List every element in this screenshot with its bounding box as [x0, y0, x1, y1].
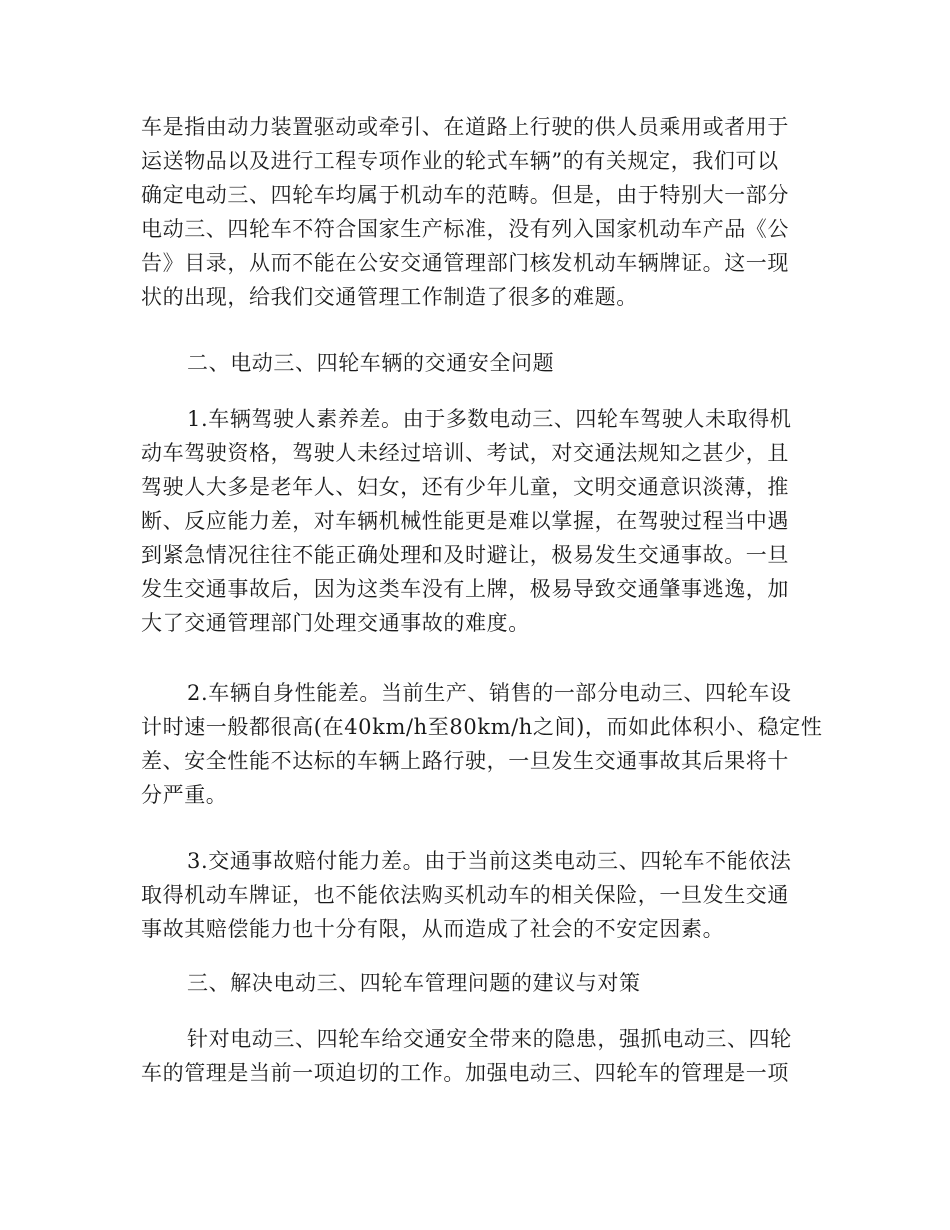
- text-line: 断、反应能力差，对车辆机械性能更是难以掌握，在驾驶过程当中遇: [141, 509, 789, 533]
- text-line: 分严重。: [141, 783, 228, 807]
- text-line: 告》目录，从而不能在公安交通管理部门核发机动车辆牌证。这一现: [141, 251, 789, 275]
- text-line: 1.车辆驾驶人素养差。由于多数电动三、四轮车驾驶人未取得机: [187, 407, 792, 431]
- paragraph-point-2: [141, 676, 821, 812]
- paragraph-point-1: [141, 402, 821, 640]
- text-line: 差、安全性能不达标的车辆上路行驶，一旦发生交通事故其后果将十: [141, 749, 789, 773]
- paragraph-last: [141, 1022, 821, 1090]
- heading-text: 三、解决电动三、四轮车管理问题的建议与对策: [187, 971, 641, 995]
- text-line: 动车驾驶资格，驾驶人未经过培训、考试，对交通法规知之甚少，且: [141, 441, 789, 465]
- heading-text: 二、电动三、四轮车辆的交通安全问题: [187, 351, 555, 375]
- text-line: 车的管理是当前一项迫切的工作。加强电动三、四轮车的管理是一项: [141, 1061, 789, 1085]
- text-line: 运送物品以及进行工程专项作业的轮式车辆”的有关规定，我们可以: [141, 149, 779, 173]
- text-line: 驾驶人大多是老年人、妇女，还有少年儿童，文明交通意识淡薄，推: [141, 475, 789, 499]
- paragraph-intro: [141, 110, 821, 314]
- text-line: 车是指由动力装置驱动或牵引、在道路上行驶的供人员乘用或者用于: [141, 115, 789, 139]
- text-line: 电动三、四轮车不符合国家生产标准，没有列入国家机动车产品《公: [141, 217, 789, 241]
- section-heading-2: [141, 346, 821, 380]
- text-line: 计时速一般都很高(在40km/h至80km/h之间)，而如此体积小、稳定性: [141, 715, 823, 739]
- text-line: 大了交通管理部门处理交通事故的难度。: [141, 611, 530, 635]
- text-line: 针对电动三、四轮车给交通安全带来的隐患，强抓电动三、四轮: [187, 1027, 792, 1051]
- text-line: 3.交通事故赔付能力差。由于当前这类电动三、四轮车不能依法: [187, 849, 792, 873]
- text-line: 确定电动三、四轮车均属于机动车的范畴。但是，由于特别大一部分: [141, 183, 789, 207]
- text-line: 发生交通事故后，因为这类车没有上牌，极易导致交通肇事逃逸，加: [141, 577, 789, 601]
- paragraph-point-3: [141, 844, 821, 946]
- section-heading-3: [141, 966, 821, 1000]
- text-line: 状的出现，给我们交通管理工作制造了很多的难题。: [141, 285, 638, 309]
- text-line: 到紧急情况往往不能正确处理和及时避让，极易发生交通事故。一旦: [141, 543, 789, 567]
- text-line: 2.车辆自身性能差。当前生产、销售的一部分电动三、四轮车设: [187, 681, 792, 705]
- text-line: 取得机动车牌证，也不能依法购买机动车的相关保险，一旦发生交通: [141, 883, 789, 907]
- text-line: 事故其赔偿能力也十分有限，从而造成了社会的不安定因素。: [141, 917, 725, 941]
